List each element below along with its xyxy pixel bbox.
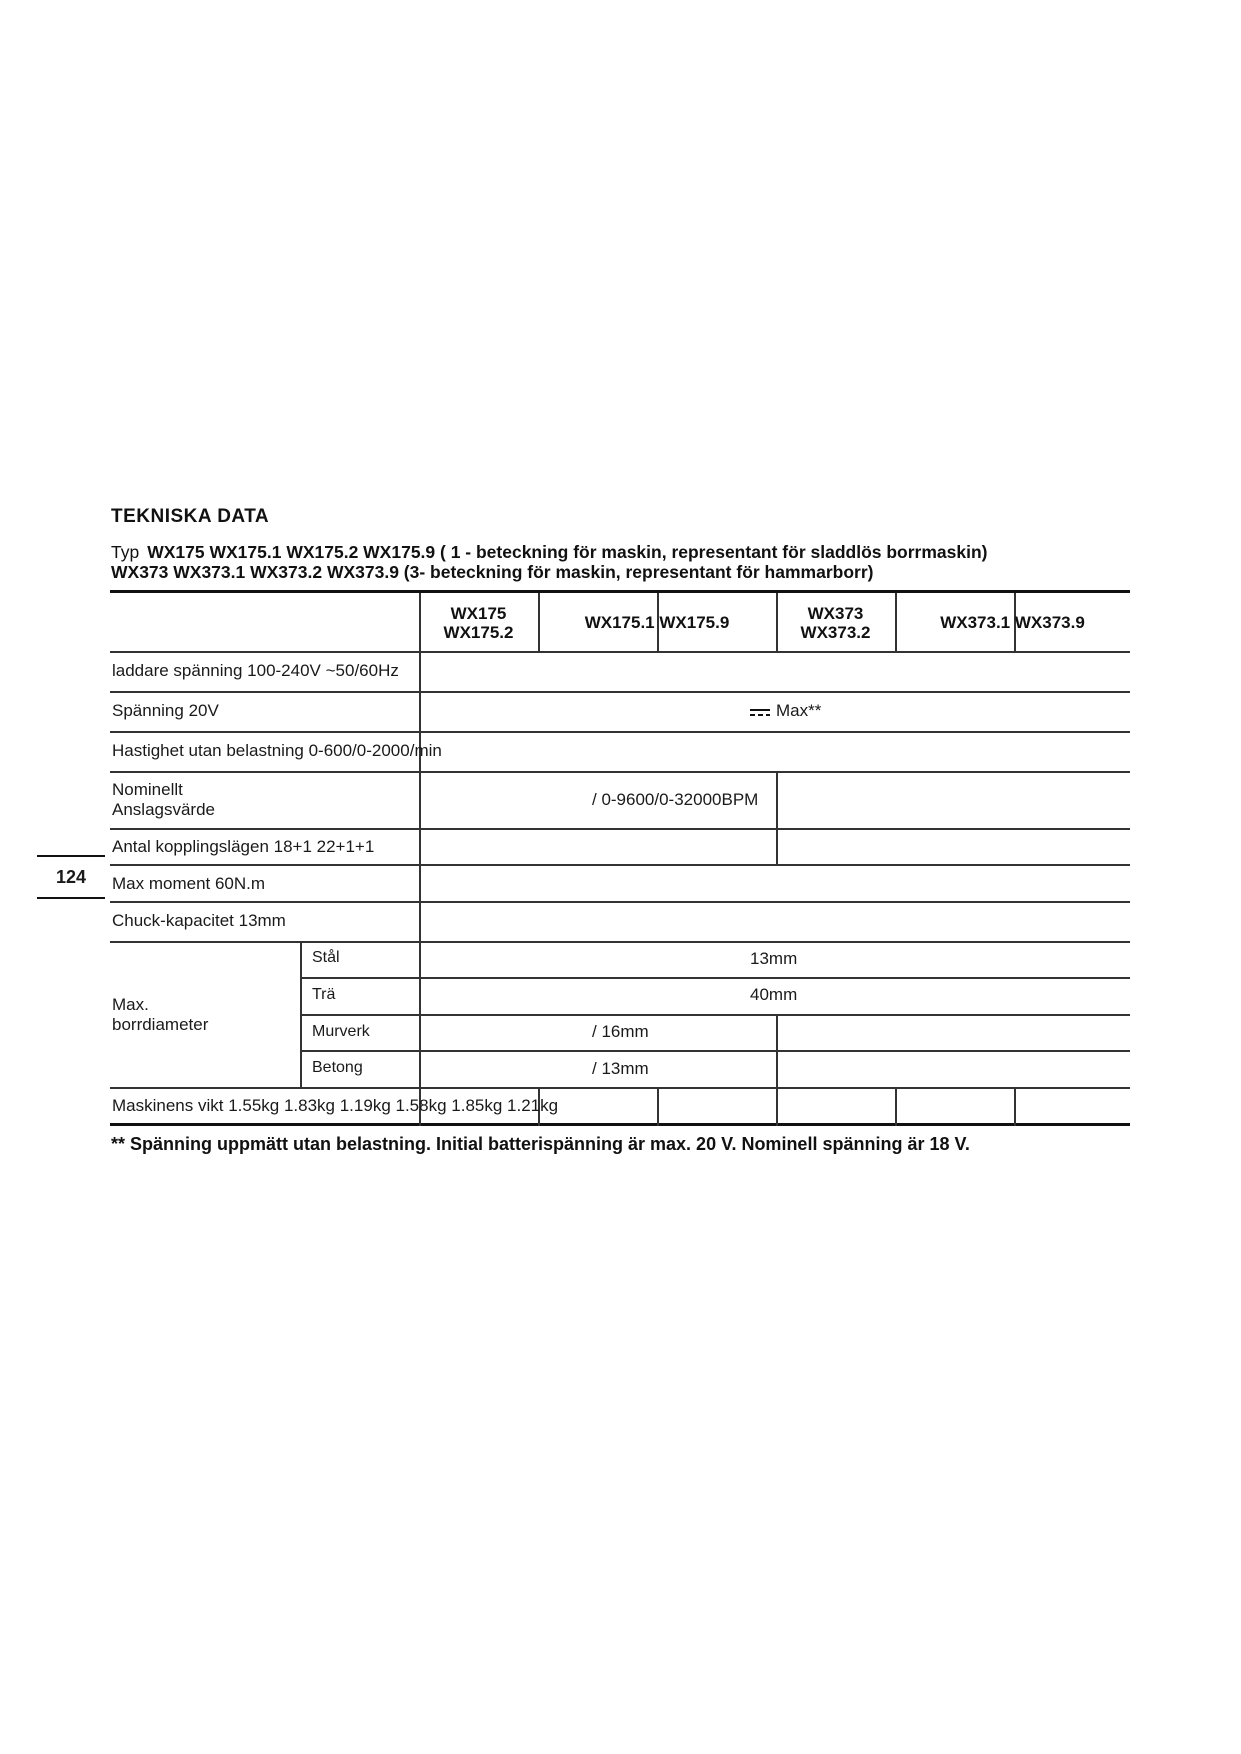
row-divider <box>300 1050 1130 1052</box>
header-line: WX373.2 <box>800 623 871 642</box>
steel-value: 13mm <box>750 949 798 968</box>
impact-rate-label <box>112 780 215 820</box>
row-divider <box>110 771 1130 773</box>
footnote: ** Spänning uppmätt utan belastning. Initial batterispänning är max. 20 V. Nominell spänning är 18 V. <box>111 1134 970 1154</box>
chuck-capacity: Chuck-kapacitet 13mm <box>112 911 286 930</box>
charger-voltage: laddare spänning 100-240V ~50/60Hz <box>112 661 399 680</box>
column-divider <box>1014 1087 1016 1126</box>
row-divider <box>110 1087 1130 1089</box>
row-divider <box>110 651 1130 653</box>
wood-label: Trä <box>312 986 336 1003</box>
drill-diameter-label <box>112 995 208 1035</box>
type-line-2-text: WX373 WX373.1 WX373.2 WX373.9 (3- beteckning för maskin, representant för hammarborr) <box>111 562 874 582</box>
column-divider <box>419 593 421 1126</box>
impact-rate-value: / 0-9600/0-32000BPM <box>592 790 759 809</box>
row-divider <box>300 977 1130 979</box>
type-line-1 <box>111 542 988 563</box>
column-divider <box>895 1087 897 1126</box>
spec-table <box>110 590 1130 1126</box>
header-line: WX175 <box>450 604 507 623</box>
row-divider <box>110 731 1130 733</box>
row-divider <box>110 828 1130 830</box>
type-line-2 <box>111 562 873 583</box>
header-wx373-wx373-2 <box>776 604 895 642</box>
concrete-label: Betong <box>312 1059 363 1076</box>
clutch-positions: Antal kopplingslägen 18+1 22+1+1 <box>112 837 375 856</box>
row-divider <box>110 901 1130 903</box>
drill-diameter-line: borrdiameter <box>112 1015 209 1034</box>
row-divider <box>300 1014 1130 1016</box>
concrete-value: / 13mm <box>592 1059 649 1078</box>
column-divider <box>300 941 302 1087</box>
header-line: WX175.2 <box>443 623 514 642</box>
type-line-1-text: WX175 WX175.1 WX175.2 WX175.9 ( 1 - beteckning för maskin, representant för sladdlös borrmaskin) <box>147 542 988 562</box>
row-divider <box>110 864 1130 866</box>
type-prefix: Typ <box>111 542 140 562</box>
header-wx175-1-wx175-9: WX175.1 WX175.9 <box>584 613 730 632</box>
header-wx373-1-wx373-9: WX373.1 WX373.9 <box>940 613 1085 632</box>
voltage-max: Max** <box>776 701 822 720</box>
section-title: TEKNISKA DATA <box>111 506 270 527</box>
dc-current-icon <box>750 707 770 717</box>
drill-diameter-line: Max. <box>112 995 149 1014</box>
voltage-value <box>750 701 821 721</box>
max-torque: Max moment 60N.m <box>112 874 266 893</box>
steel-label: Stål <box>312 949 340 966</box>
no-load-speed: Hastighet utan belastning 0-600/0-2000/min <box>112 741 442 760</box>
column-divider <box>657 1087 659 1126</box>
masonry-value: / 16mm <box>592 1022 649 1041</box>
column-divider <box>776 1014 778 1126</box>
voltage-label: Spänning 20V <box>112 701 219 720</box>
impact-rate-line: Anslagsvärde <box>112 800 216 819</box>
masonry-label: Murverk <box>312 1023 370 1040</box>
header-line: WX373 <box>807 604 864 623</box>
machine-weight: Maskinens vikt 1.55kg 1.83kg 1.19kg 1.58kg 1.85kg 1.21kg <box>112 1096 559 1115</box>
impact-rate-line: Nominellt <box>112 780 183 799</box>
row-divider <box>110 941 1130 943</box>
row-divider <box>110 691 1130 693</box>
header-wx175-wx175-2 <box>419 604 538 642</box>
column-divider <box>776 771 778 864</box>
wood-value: 40mm <box>750 985 798 1004</box>
page-number: 124 <box>37 855 105 899</box>
